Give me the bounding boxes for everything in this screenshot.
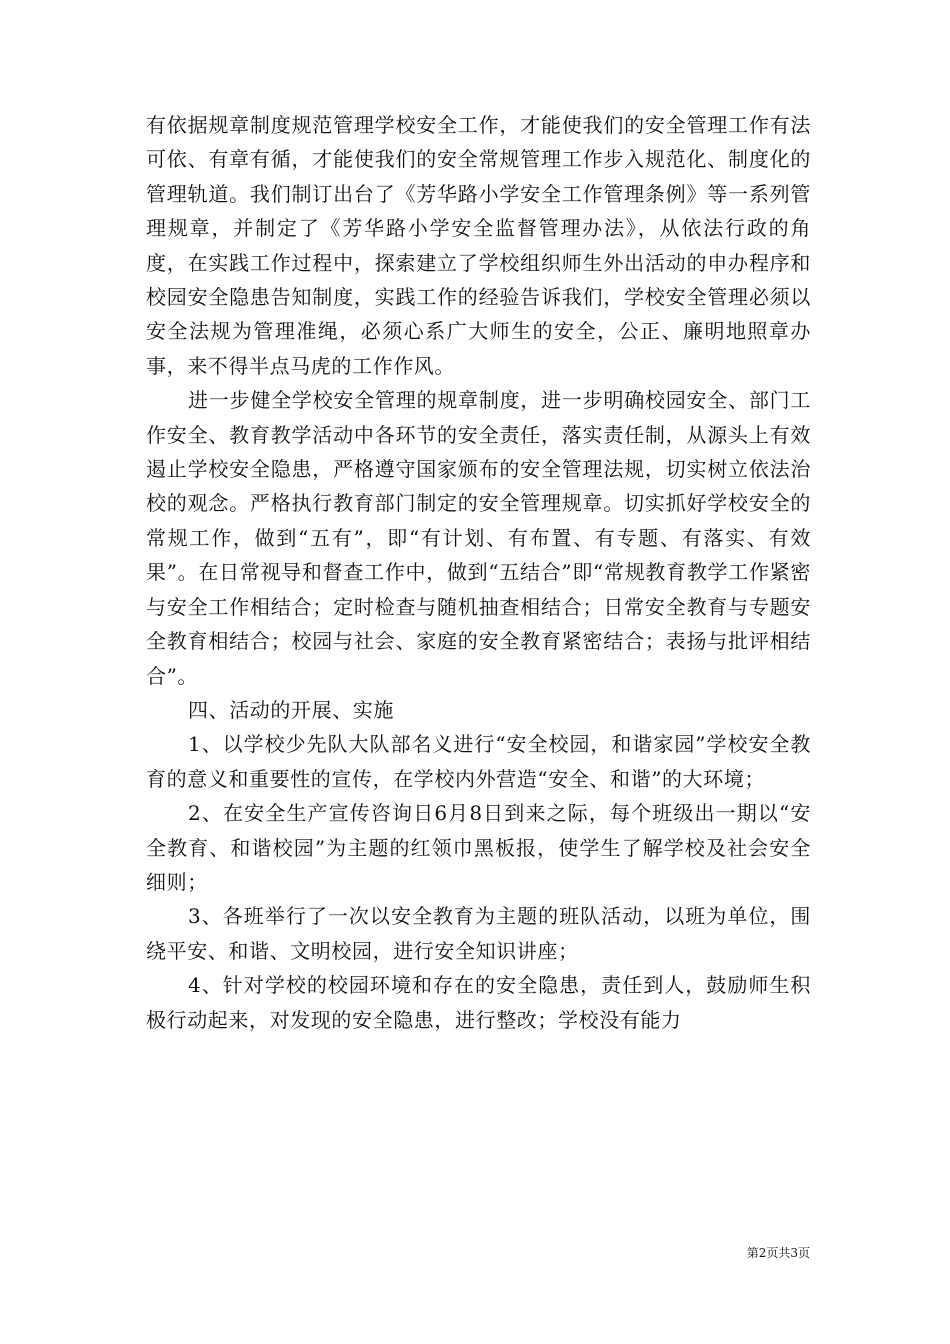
list-item-2: 2、在安全生产宣传咨询日6月8日到来之际，每个班级出一期以“安全教育、和谐校园”为主题的红领巾黑板报，使学生了解学校及社会安全细则； — [146, 801, 811, 894]
section-heading: 四、活动的开展、实施 — [188, 697, 394, 722]
paragraph-1: 有依据规章制度规范管理学校安全工作，才能使我们的安全管理工作有法可依、有章有循，才能使我们的安全常规管理工作步入规范化、制度化的管理轨道。我们制订出台了《芳华路小学安全工作管理条例》等一系列管理规章，并制定了《芳华路小学安全监督管理办法》，从依法行政的角度，在实践工作过程中，探索建立了学校组织师生外出活动的申办程序和校园安全隐患告知制度，实践工作的经验告诉我们，学校安全管理必须以安全法规为管理准绳，必须心系广大师生的安全，公正、廉明地照章办事，来不得半点马虎的工作作风。 — [146, 113, 811, 378]
paragraph-2: 进一步健全学校安全管理的规章制度，进一步明确校园安全、部门工作安全、教育教学活动中各环节的安全责任，落实责任制，从源头上有效遏止学校安全隐患，严格遵守国家颁布的安全管理法规，切实树立依法治校的观念。严格执行教育部门制定的安全管理规章。切实抓好学校安全的常规工作，做到“五有”，即“有计划、有布置、有专题、有落实、有效果”。在日常视导和督查工作中，做到“五结合”即“常规教育教学工作紧密与安全工作相结合；定时检查与随机抽查相结合；日常安全教育与专题安全教育相结合；校园与社会、家庭的安全教育紧密结合；表扬与批评相结合”。 — [146, 388, 811, 688]
list-item-3: 3、各班举行了一次以安全教育为主题的班队活动，以班为单位，围绕平安、和谐、文明校园，进行安全知识讲座； — [146, 904, 811, 963]
list-item-1: 1、以学校少先队大队部名义进行“安全校园，和谐家园”学校安全教育的意义和重要性的宣传，在学校内外营造“安全、和谐”的大环境； — [146, 732, 811, 791]
list-item-4: 4、针对学校的校园环境和存在的安全隐患，责任到人，鼓励师生积极行动起来，对发现的安全隐患，进行整改；学校没有能力 — [146, 973, 811, 1032]
page-number-footer: 第2页共3页 — [746, 1246, 810, 1260]
document-body — [146, 108, 811, 1037]
